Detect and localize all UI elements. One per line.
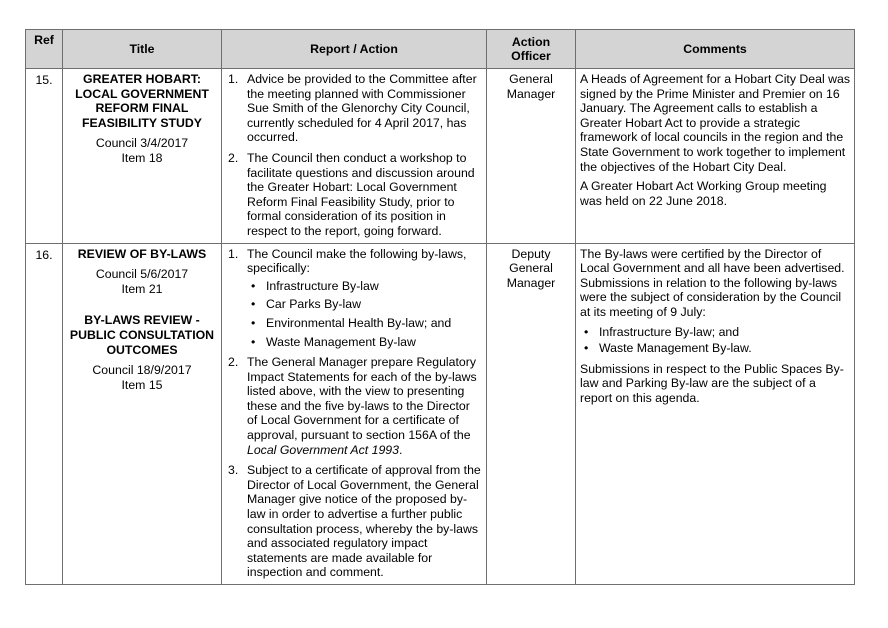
list-item bbox=[247, 316, 482, 331]
bullet-icon: • bbox=[584, 341, 589, 356]
step-number: 3. bbox=[228, 463, 239, 478]
meeting-item: Item 21 bbox=[121, 281, 163, 296]
action-step bbox=[228, 463, 482, 580]
action-step bbox=[228, 355, 482, 457]
list-item bbox=[580, 341, 850, 356]
header-row bbox=[26, 30, 855, 69]
step-text: The General Manager prepare Regulatory Impact Statements for each of the by-laws listed above, with the view to presenting these and the five by-laws to the Director of Local Government for a certificate of approval, pursuant to section 156A of the bbox=[247, 355, 477, 443]
comment-bylaw-list bbox=[580, 325, 850, 356]
meeting-item: Item 18 bbox=[121, 150, 163, 165]
action-step bbox=[228, 72, 482, 145]
item-title: GREATER HOBART: LOCAL GOVERNMENT REFORM FINAL FEASIBILITY STUDY bbox=[75, 72, 209, 130]
header-ref: Ref bbox=[26, 30, 63, 69]
action-step bbox=[228, 247, 482, 350]
list-item-text: Infrastructure By-law; and bbox=[599, 324, 740, 339]
list-item-text: Environmental Health By-law; and bbox=[266, 315, 452, 330]
step-text: The Council then conduct a workshop to facilitate questions and discussion around the Greater Hobart: Local Government Reform Final Feasibility Study, prior to formal consideration of its position in respect to the report, going forward. bbox=[247, 150, 475, 238]
row-ref: 16. bbox=[26, 243, 63, 584]
step-number: 2. bbox=[228, 150, 239, 165]
action-officer: General Manager bbox=[487, 69, 576, 244]
bullet-icon: • bbox=[251, 334, 256, 349]
list-item-text: Car Parks By-law bbox=[266, 297, 361, 312]
comment-paragraph: A Heads of Agreement for a Hobart City Deal was signed by the Prime Minister and Premier on 16 January. The Agreement calls to establish a Greater Hobart Act to provide a strategic framework of local councils in the region and the State Government to work together to implement the objectives of the Hobart City Deal. bbox=[580, 72, 850, 174]
action-officer: Deputy General Manager bbox=[487, 243, 576, 584]
row-ref: 15. bbox=[26, 69, 63, 244]
step-number: 1. bbox=[228, 72, 239, 86]
comment-paragraph: The By-laws were certified by the Director of Local Government and all have been advertised. Submissions in relation to the following by-laws were the subject of consideration by the Council at its meeting of 9 July: bbox=[580, 246, 845, 319]
meeting-item-2: Item 15 bbox=[121, 377, 163, 392]
step-text: The Council make the following by-laws, specifically: bbox=[247, 246, 467, 276]
list-item-text: Waste Management By-law bbox=[266, 334, 416, 349]
comment-paragraph: Submissions in respect to the Public Spaces By-law and Parking By-law are the subject of a report on this agenda. bbox=[580, 361, 844, 405]
bullet-icon: • bbox=[251, 297, 256, 312]
header-comments: Comments bbox=[576, 30, 855, 69]
comments-cell bbox=[576, 69, 855, 244]
comment-paragraph: A Greater Hobart Act Working Group meeting was held on 22 June 2018. bbox=[580, 179, 827, 208]
meeting-date-2: Council 18/9/2017 bbox=[92, 363, 192, 378]
list-item bbox=[247, 335, 482, 350]
item-title-2: BY-LAWS REVIEW - PUBLIC CONSULTATION OUTCOMES bbox=[69, 313, 215, 357]
step-number: 2. bbox=[228, 355, 239, 370]
meeting-date: Council 5/6/2017 bbox=[95, 267, 189, 282]
act-citation: Local Government Act 1993 bbox=[247, 442, 399, 457]
comments-cell bbox=[576, 243, 855, 584]
report-action-cell bbox=[222, 69, 487, 244]
table-row-15 bbox=[26, 69, 855, 244]
list-item-text: Waste Management By-law. bbox=[599, 341, 752, 356]
header-report: Report / Action bbox=[222, 30, 487, 69]
header-title: Title bbox=[63, 30, 222, 69]
action-step bbox=[228, 151, 482, 239]
step-text: Advice be provided to the Committee after the meeting planned with Commissioner Sue Smith of the Glenorchy City Council, currently scheduled for 4 April 2017, has occurred. bbox=[247, 72, 477, 145]
step-number: 1. bbox=[228, 246, 239, 261]
report-table bbox=[25, 29, 855, 585]
step-text: Subject to a certificate of approval from the Director of Local Government, the General Manager give notice of the proposed by-law in order to advertise a further public consultation process, whereby the by-laws and associated regulatory impact statements are made available for inspection and comment. bbox=[247, 463, 481, 580]
meeting-date: Council 3/4/2017 bbox=[95, 136, 189, 151]
list-item-text: Infrastructure By-law bbox=[266, 278, 379, 293]
list-item bbox=[247, 297, 482, 312]
row-title-cell bbox=[63, 69, 222, 244]
step-text-end: . bbox=[398, 442, 403, 457]
row-title-cell bbox=[63, 243, 222, 584]
table-row-16 bbox=[26, 243, 855, 584]
bylaw-list bbox=[247, 279, 482, 349]
report-action-cell bbox=[222, 243, 487, 584]
item-title: REVIEW OF BY-LAWS bbox=[77, 246, 207, 261]
bullet-icon: • bbox=[584, 324, 589, 339]
header-officer: Action Officer bbox=[487, 30, 576, 69]
bullet-icon: • bbox=[251, 278, 256, 293]
list-item bbox=[580, 325, 850, 340]
bullet-icon: • bbox=[251, 315, 256, 330]
list-item bbox=[247, 279, 482, 294]
